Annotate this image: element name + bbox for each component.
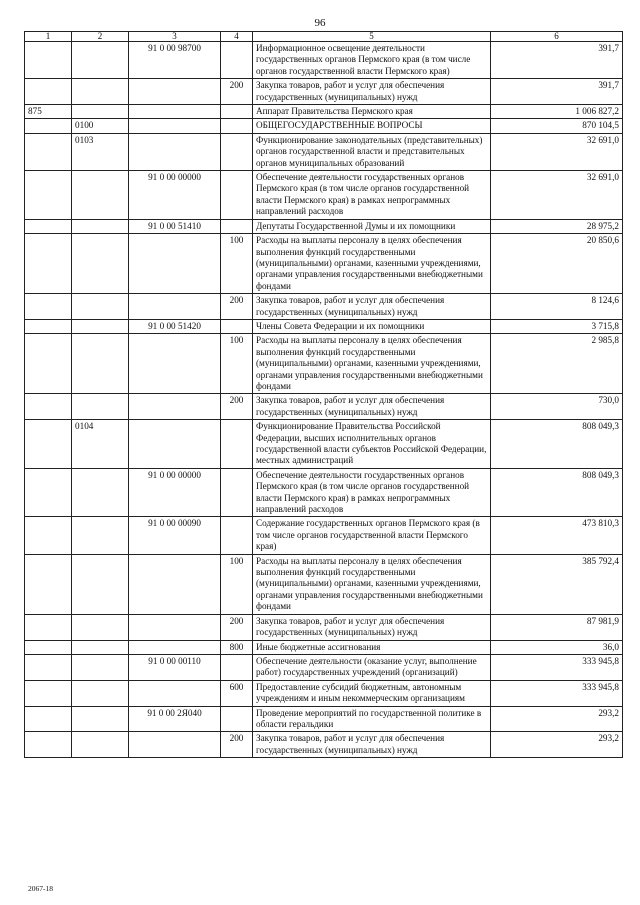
cell-admin-code (25, 706, 72, 732)
cell-admin-code (25, 654, 72, 680)
table-row (25, 517, 623, 554)
cell-expense-type (221, 105, 253, 119)
cell-target-article (129, 119, 221, 133)
cell-item-name: Функционирование Правительства Российской Федерации, высших исполнительных органов государственной власти субъектов Российской Федерации, местных администраций (253, 420, 491, 469)
cell-admin-code: 875 (25, 105, 72, 119)
table-row (25, 79, 623, 105)
cell-section-code (72, 640, 129, 654)
cell-target-article: 91 0 00 00000 (129, 171, 221, 220)
cell-amount: 473 810,3 (491, 517, 623, 554)
table-row (25, 42, 623, 79)
cell-amount: 87 981,9 (491, 614, 623, 640)
cell-section-code (72, 680, 129, 706)
table-row (25, 394, 623, 420)
cell-item-name: Обеспечение деятельности государственных органов Пермского края (в том числе органов государственной власти Пермского края) в рамках непрограммных направлений расходов (253, 468, 491, 517)
cell-expense-type: 200 (221, 79, 253, 105)
cell-admin-code (25, 133, 72, 170)
cell-admin-code (25, 171, 72, 220)
cell-target-article (129, 79, 221, 105)
cell-admin-code (25, 294, 72, 320)
cell-amount: 808 049,3 (491, 468, 623, 517)
cell-amount: 385 792,4 (491, 554, 623, 614)
cell-expense-type: 200 (221, 614, 253, 640)
cell-section-code (72, 319, 129, 333)
table-row (25, 680, 623, 706)
cell-expense-type (221, 319, 253, 333)
cell-admin-code (25, 732, 72, 758)
table-header (25, 32, 623, 42)
cell-item-name: Проведение мероприятий по государственной политике в области геральдики (253, 706, 491, 732)
cell-section-code (72, 732, 129, 758)
cell-target-article (129, 732, 221, 758)
cell-item-name: Закупка товаров, работ и услуг для обеспечения государственных (муниципальных) нужд (253, 294, 491, 320)
cell-item-name: Расходы на выплаты персоналу в целях обеспечения выполнения функций государственными (муниципальными) органами, казенными учреждениями, органами управления государственными внебюджетными фондами (253, 554, 491, 614)
table-row (25, 105, 623, 119)
cell-admin-code (25, 420, 72, 469)
cell-expense-type (221, 654, 253, 680)
cell-amount: 870 104,5 (491, 119, 623, 133)
cell-target-article: 91 0 00 00110 (129, 654, 221, 680)
budget-table (24, 31, 623, 758)
cell-amount: 333 945,8 (491, 654, 623, 680)
cell-item-name: Содержание государственных органов Пермского края (в том числе органов государственной власти Пермского края) (253, 517, 491, 554)
cell-item-name: Иные бюджетные ассигнования (253, 640, 491, 654)
cell-target-article (129, 640, 221, 654)
cell-section-code (72, 614, 129, 640)
cell-item-name: Функционирование законодательных (представительных) органов государственной власти и представительных органов муниципальных образований (253, 133, 491, 170)
cell-target-article: 91 0 00 00090 (129, 517, 221, 554)
cell-item-name: Закупка товаров, работ и услуг для обеспечения государственных (муниципальных) нужд (253, 79, 491, 105)
cell-item-name: Расходы на выплаты персоналу в целях обеспечения выполнения функций государственными (муниципальными) органами, казенными учреждениями, органами управления государственными внебюджетными фондами (253, 334, 491, 394)
cell-target-article (129, 234, 221, 294)
cell-target-article (129, 133, 221, 170)
table-row (25, 219, 623, 233)
cell-admin-code (25, 119, 72, 133)
cell-section-code (72, 294, 129, 320)
cell-section-code: 0100 (72, 119, 129, 133)
cell-section-code: 0104 (72, 420, 129, 469)
cell-admin-code (25, 79, 72, 105)
cell-target-article (129, 394, 221, 420)
cell-section-code (72, 219, 129, 233)
cell-section-code (72, 654, 129, 680)
cell-item-name: Закупка товаров, работ и услуг для обеспечения государственных (муниципальных) нужд (253, 732, 491, 758)
cell-item-name: Обеспечение деятельности государственных органов Пермского края (в том числе органов государственной власти Пермского края) в рамках непрограммных направлений расходов (253, 171, 491, 220)
cell-admin-code (25, 319, 72, 333)
cell-amount: 333 945,8 (491, 680, 623, 706)
cell-item-name: ОБЩЕГОСУДАРСТВЕННЫЕ ВОПРОСЫ (253, 119, 491, 133)
header-row (25, 32, 623, 42)
cell-admin-code (25, 640, 72, 654)
cell-section-code (72, 105, 129, 119)
cell-target-article (129, 554, 221, 614)
table-row (25, 171, 623, 220)
cell-admin-code (25, 468, 72, 517)
cell-amount: 2 985,8 (491, 334, 623, 394)
header-col-6: 6 (491, 32, 623, 42)
header-col-1: 1 (25, 32, 72, 42)
table-row (25, 654, 623, 680)
cell-expense-type (221, 517, 253, 554)
cell-expense-type: 100 (221, 234, 253, 294)
cell-section-code (72, 517, 129, 554)
cell-expense-type: 200 (221, 394, 253, 420)
cell-amount: 808 049,3 (491, 420, 623, 469)
cell-admin-code (25, 680, 72, 706)
cell-section-code (72, 79, 129, 105)
cell-expense-type (221, 119, 253, 133)
cell-admin-code (25, 234, 72, 294)
cell-item-name: Члены Совета Федерации и их помощники (253, 319, 491, 333)
cell-admin-code (25, 517, 72, 554)
header-col-2: 2 (72, 32, 129, 42)
cell-section-code (72, 334, 129, 394)
cell-expense-type (221, 420, 253, 469)
table-row (25, 234, 623, 294)
cell-expense-type (221, 133, 253, 170)
cell-amount: 1 006 827,2 (491, 105, 623, 119)
cell-expense-type: 100 (221, 554, 253, 614)
cell-admin-code (25, 42, 72, 79)
header-col-5: 5 (253, 32, 491, 42)
page-number: 96 (314, 17, 326, 29)
cell-item-name: Аппарат Правительства Пермского края (253, 105, 491, 119)
cell-expense-type (221, 219, 253, 233)
cell-section-code: 0103 (72, 133, 129, 170)
cell-amount: 36,0 (491, 640, 623, 654)
cell-expense-type (221, 468, 253, 517)
cell-target-article: 91 0 00 2Я040 (129, 706, 221, 732)
cell-expense-type (221, 171, 253, 220)
cell-amount: 32 691,0 (491, 171, 623, 220)
cell-expense-type (221, 706, 253, 732)
cell-target-article (129, 614, 221, 640)
cell-expense-type: 800 (221, 640, 253, 654)
cell-target-article (129, 420, 221, 469)
cell-item-name: Расходы на выплаты персоналу в целях обеспечения выполнения функций государственными (муниципальными) органами, казенными учреждениями, органами управления государственными внебюджетными фондами (253, 234, 491, 294)
cell-admin-code (25, 554, 72, 614)
cell-amount: 391,7 (491, 42, 623, 79)
cell-expense-type: 600 (221, 680, 253, 706)
cell-target-article (129, 105, 221, 119)
document-code: 2067-18 (28, 884, 53, 893)
cell-expense-type: 200 (221, 732, 253, 758)
cell-item-name: Предоставление субсидий бюджетным, автономным учреждениям и иным некоммерческим организациям (253, 680, 491, 706)
cell-target-article (129, 294, 221, 320)
cell-expense-type: 200 (221, 294, 253, 320)
cell-item-name: Закупка товаров, работ и услуг для обеспечения государственных (муниципальных) нужд (253, 394, 491, 420)
cell-amount: 293,2 (491, 732, 623, 758)
cell-target-article: 91 0 00 00000 (129, 468, 221, 517)
cell-item-name: Депутаты Государственной Думы и их помощники (253, 219, 491, 233)
cell-section-code (72, 234, 129, 294)
cell-admin-code (25, 394, 72, 420)
table-body (25, 42, 623, 758)
table-row (25, 640, 623, 654)
table-row (25, 133, 623, 170)
table-row (25, 334, 623, 394)
cell-amount: 730,0 (491, 394, 623, 420)
cell-admin-code (25, 614, 72, 640)
cell-target-article: 91 0 00 98700 (129, 42, 221, 79)
table-row (25, 119, 623, 133)
table-row (25, 554, 623, 614)
cell-admin-code (25, 334, 72, 394)
cell-section-code (72, 554, 129, 614)
table-row (25, 294, 623, 320)
table-row (25, 420, 623, 469)
table-row (25, 319, 623, 333)
cell-amount: 391,7 (491, 79, 623, 105)
cell-expense-type: 100 (221, 334, 253, 394)
cell-item-name: Информационное освещение деятельности государственных органов Пермского края (в том числе органов государственной власти Пермского края) (253, 42, 491, 79)
cell-amount: 28 975,2 (491, 219, 623, 233)
cell-item-name: Обеспечение деятельности (оказание услуг, выполнение работ) государственных учреждений (организаций) (253, 654, 491, 680)
cell-admin-code (25, 219, 72, 233)
table-row (25, 732, 623, 758)
header-col-3: 3 (129, 32, 221, 42)
cell-target-article: 91 0 00 51420 (129, 319, 221, 333)
cell-amount: 8 124,6 (491, 294, 623, 320)
cell-section-code (72, 706, 129, 732)
cell-target-article (129, 334, 221, 394)
cell-expense-type (221, 42, 253, 79)
cell-section-code (72, 42, 129, 79)
cell-section-code (72, 468, 129, 517)
cell-item-name: Закупка товаров, работ и услуг для обеспечения государственных (муниципальных) нужд (253, 614, 491, 640)
cell-amount: 20 850,6 (491, 234, 623, 294)
cell-amount: 3 715,8 (491, 319, 623, 333)
cell-amount: 293,2 (491, 706, 623, 732)
cell-target-article (129, 680, 221, 706)
table-row (25, 614, 623, 640)
table-row (25, 468, 623, 517)
cell-section-code (72, 171, 129, 220)
header-col-4: 4 (221, 32, 253, 42)
cell-amount: 32 691,0 (491, 133, 623, 170)
cell-target-article: 91 0 00 51410 (129, 219, 221, 233)
table-row (25, 706, 623, 732)
cell-section-code (72, 394, 129, 420)
